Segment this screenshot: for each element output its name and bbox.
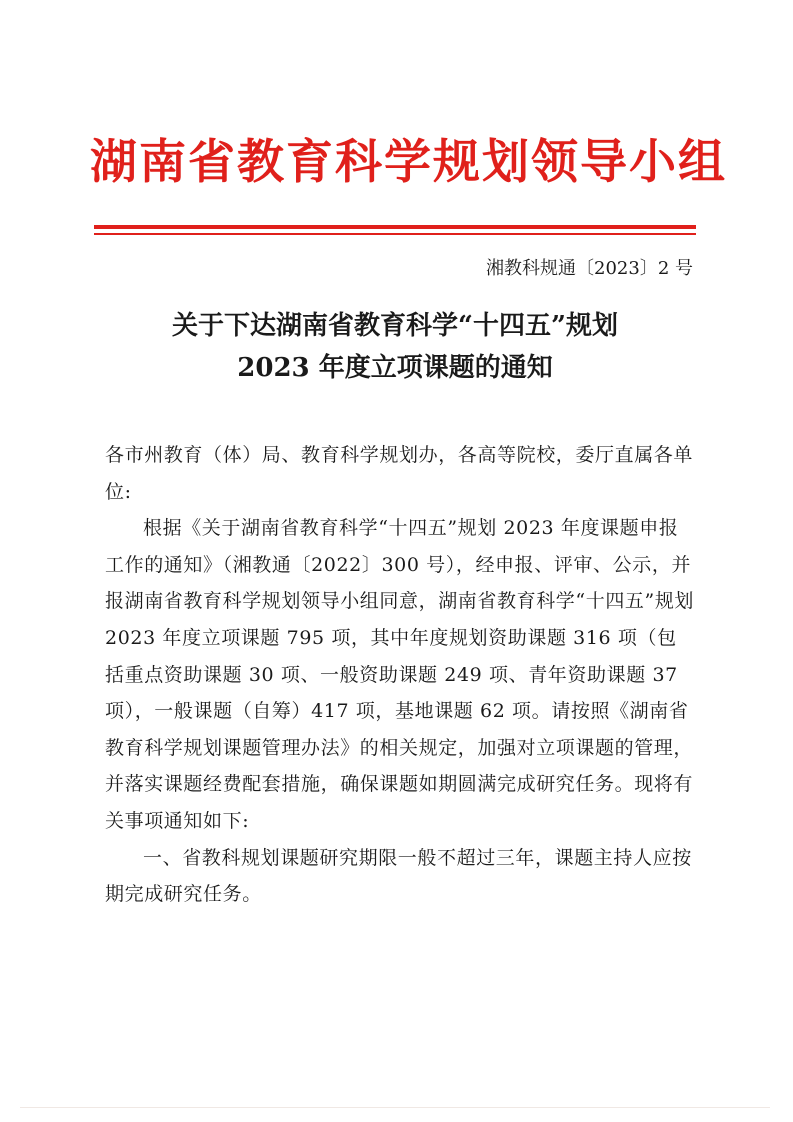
notice-body bbox=[105, 437, 695, 913]
notice-title-line-1: 关于下达湖南省教育科学“十四五”规划 bbox=[172, 311, 618, 341]
notice-title bbox=[94, 305, 696, 389]
body-paragraph-2: 一、省教科规划课题研究期限一般不超过三年，课题主持人应按期完成研究任务。 bbox=[105, 846, 692, 906]
header-divider-thin bbox=[94, 233, 696, 235]
document-number: 湘教科规通〔2023〕2 号 bbox=[486, 258, 693, 279]
addressee: 各市州教育（体）局、教育科学规划办，各高等院校，委厅直属各单位: bbox=[105, 444, 694, 503]
notice-title-line-2: 2023 年度立项课题的通知 bbox=[237, 353, 553, 383]
page-bottom-edge bbox=[20, 1107, 770, 1108]
header-divider-thick bbox=[94, 225, 696, 229]
body-paragraph-1: 根据《关于湖南省教育科学“十四五”规划 2023 年度课题申报工作的通知》（湘教通〔2022〕300 号），经申报、评审、公示，并报湖南省教育科学规划领导小组同意，湖南省教育科学“十四五”规划 2023 年度立项课题 795 项，其中年度规划资助课题 316 项（包括重点资助课题 30 项、一般资助课题 249 项、青年资助课题 37 项），一般课题（自筹）417 项，基地课题 62 项。请按照《湖南省教育科学规划课题管理办法》的相关规定，加强对立项课题的管理，并落实课题经费配套措施，确保课题如期圆满完成研究任务。现将有关事项通知如下: bbox=[105, 517, 695, 832]
issuing-organization-title: 湖南省教育科学规划领导小组 bbox=[90, 135, 727, 190]
